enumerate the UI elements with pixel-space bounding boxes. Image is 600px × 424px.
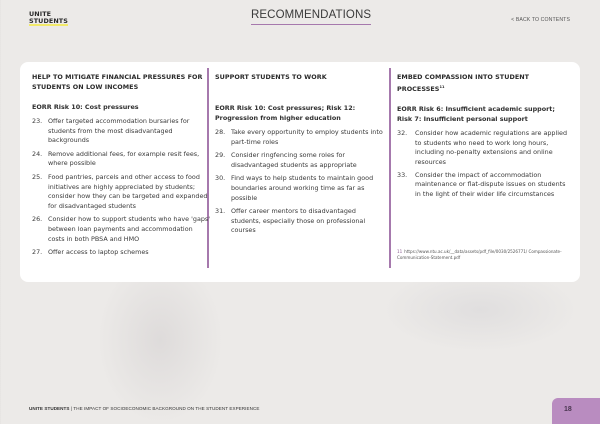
recommendation-list: [215, 128, 385, 236]
column-divider: [389, 68, 391, 268]
unite-students-logo[interactable]: [29, 11, 68, 26]
footnote-number: 11: [397, 249, 403, 254]
item-text: Take every opportunity to employ students into part-time roles: [231, 128, 383, 146]
logo-line-1: UNITE: [29, 10, 52, 18]
footnote-link[interactable]: https://www.ntu.ac.uk/__data/assets/pdf_file/0030/2526771/ Compassionate-Communication-Statement.pdf: [397, 249, 562, 260]
risk-label: EORR Risk 6: Insufficient academic support; Risk 7: Insufficient personal support: [397, 105, 555, 124]
item-text: Offer targeted accommodation bursaries for students from the most disadvantaged backgrounds: [48, 117, 190, 145]
column-heading: [215, 72, 385, 82]
recommendations-card: [20, 62, 580, 282]
list-item: [397, 129, 572, 167]
item-text: Offer access to laptop schemes: [48, 248, 149, 257]
item-number: 28.: [215, 128, 226, 136]
item-number: 30.: [215, 174, 226, 183]
recommendation-list: [32, 117, 210, 258]
item-number: 31.: [215, 207, 226, 216]
footer-separator: |: [69, 406, 74, 411]
item-number: 25.: [32, 172, 43, 181]
item-number: 29.: [215, 151, 226, 160]
item-number: 32.: [397, 129, 408, 138]
footnote-reference[interactable]: 11: [439, 85, 445, 89]
column-financial-pressures: [32, 72, 210, 262]
heading-text: SUPPORT STUDENTS TO WORK: [215, 73, 327, 81]
logo-line-2: STUDENTS: [29, 16, 68, 25]
item-text: Consider ringfencing some roles for disadvantaged students as appropriate: [231, 151, 357, 169]
list-item: [32, 215, 210, 244]
footer-report-title: THE IMPACT OF SOCIOECONOMIC BACKGROUND ON THE STUDENT EXPERIENCE: [73, 406, 260, 411]
list-item: [215, 207, 385, 236]
item-text: Consider the impact of accommodation maintenance or flat-dispute issues on students in the light of their wider life circumstances: [415, 170, 566, 198]
heading-text: HELP TO MITIGATE FINANCIAL PRESSURES FOR STUDENTS ON LOW INCOMES: [32, 73, 203, 91]
item-text: Food pantries, parcels and other access to food initiatives are highly appreciated by students; consider how they can be targeted and expanded for disadvantaged students: [48, 172, 208, 210]
item-number: 23.: [32, 117, 43, 125]
back-to-contents-link[interactable]: < BACK TO CONTENTS: [511, 17, 570, 23]
item-text: Consider how academic regulations are applied to students who need to work long hours, including no-penalty extensions and online resources: [415, 129, 568, 166]
list-item: [215, 151, 385, 170]
item-number: 27.: [32, 248, 43, 257]
item-number: 26.: [32, 215, 43, 224]
item-text: Offer career mentors to disadvantaged students, especially those on professional courses: [231, 207, 366, 235]
list-item: [32, 173, 210, 211]
list-item: [397, 171, 572, 200]
list-item: [215, 128, 385, 147]
item-text: Remove additional fees, for example resit fees, where possible: [48, 149, 200, 168]
item-number: 24.: [32, 149, 43, 158]
list-item: [32, 150, 210, 169]
footer-brand: UNITE STUDENTS: [29, 406, 70, 411]
page-footer: [29, 406, 259, 411]
item-text: Find ways to help students to maintain good boundaries around working time as far as possible: [231, 174, 374, 202]
item-number: 33.: [397, 170, 408, 179]
item-text: Consider how to support students who have 'gaps' between loan payments and accommodation costs in both PBSA and HMO: [48, 215, 211, 243]
page-title: RECOMMENDATIONS: [251, 9, 371, 25]
list-item: [32, 248, 210, 258]
heading-text: EMBED COMPASSION INTO STUDENT PROCESSES: [397, 73, 530, 94]
column-heading: [32, 72, 210, 92]
page-number: 18: [564, 406, 572, 413]
recommendation-list: [397, 129, 572, 199]
risk-label: EORR Risk 10: Cost pressures; Risk 12: Progression from higher education: [215, 104, 356, 122]
column-embed-compassion: [397, 72, 572, 202]
column-support-work: [215, 72, 385, 240]
list-item: [32, 117, 210, 146]
list-item: [215, 174, 385, 203]
footnote: [397, 249, 572, 261]
page-number-tab: [552, 398, 600, 424]
column-heading: [397, 72, 572, 94]
risk-label: EORR Risk 10: Cost pressures: [32, 103, 139, 111]
